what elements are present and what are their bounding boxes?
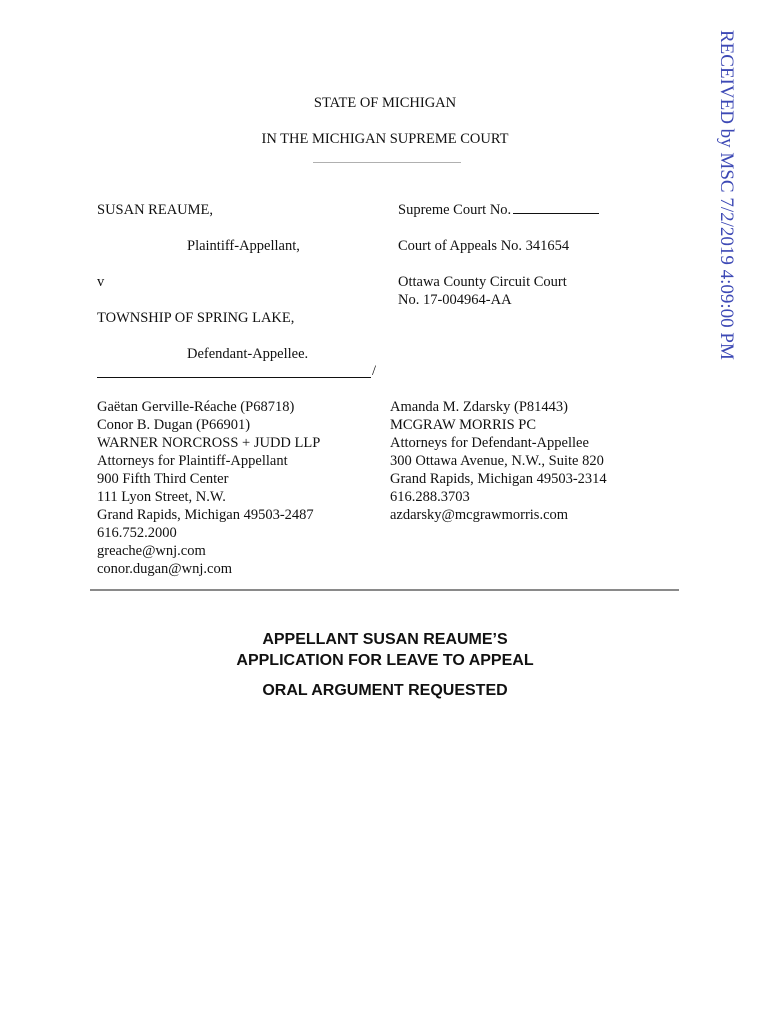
document-title-line1: APPELLANT SUSAN REAUME’S [262,631,508,648]
court-heading: IN THE MICHIGAN SUPREME COURT [261,131,509,147]
received-stamp: RECEIVED by MSC 7/2/2019 4:09:00 PM [716,30,737,360]
defendant-counsel-block [390,398,607,524]
supreme-court-number-blank [513,201,599,214]
court-of-appeals-number: Court of Appeals No. 341654 [398,238,570,254]
plaintiff-counsel-line: 111 Lyon Street, N.W. [97,489,226,505]
document-title-line2: APPLICATION FOR LEAVE TO APPEAL [236,652,534,669]
circuit-court-line1: Ottawa County Circuit Court [398,274,567,290]
section-divider [90,589,679,591]
state-heading: STATE OF MICHIGAN [313,95,457,111]
plaintiff-counsel-block [97,398,320,578]
defendant-role: Defendant-Appellee. [187,346,309,362]
versus-label: v [97,274,105,290]
defendant-counsel-line: Grand Rapids, Michigan 49503-2314 [390,471,607,487]
plaintiff-counsel-email: conor.dugan@wnj.com [97,561,232,577]
oral-argument-request: ORAL ARGUMENT REQUESTED [262,682,508,699]
heading-divider [313,162,461,163]
defendant-counsel-line: 300 Ottawa Avenue, N.W., Suite 820 [390,453,604,469]
plaintiff-counsel-line: Conor B. Dugan (P66901) [97,417,251,433]
caption-underline [97,377,371,378]
defendant-counsel-line: Attorneys for Defendant-Appellee [390,435,589,451]
supreme-court-number-label: Supreme Court No. [398,202,512,218]
defendant-counsel-line: Amanda M. Zdarsky (P81443) [390,399,569,415]
plaintiff-counsel-line: Attorneys for Plaintiff-Appellant [97,453,288,469]
plaintiff-counsel-line: Gaëtan Gerville-Réache (P68718) [97,399,295,415]
defendant-counsel-line: MCGRAW MORRIS PC [390,417,537,433]
defendant-counsel-email: azdarsky@mcgrawmorris.com [390,507,569,523]
plaintiff-counsel-line: 900 Fifth Third Center [97,471,229,487]
plaintiff-counsel-email: greache@wnj.com [97,543,206,559]
plaintiff-role: Plaintiff-Appellant, [187,238,300,254]
supreme-court-number [398,201,599,219]
caption-slash: / [372,363,377,379]
plaintiff-name: SUSAN REAUME, [97,202,214,218]
plaintiff-counsel-line: Grand Rapids, Michigan 49503-2487 [97,507,314,523]
defendant-name: TOWNSHIP OF SPRING LAKE, [97,310,295,326]
plaintiff-counsel-line: 616.752.2000 [97,525,177,541]
plaintiff-counsel-line: WARNER NORCROSS + JUDD LLP [97,435,321,451]
defendant-counsel-line: 616.288.3703 [390,489,470,505]
circuit-court-line2: No. 17-004964-AA [398,292,512,308]
